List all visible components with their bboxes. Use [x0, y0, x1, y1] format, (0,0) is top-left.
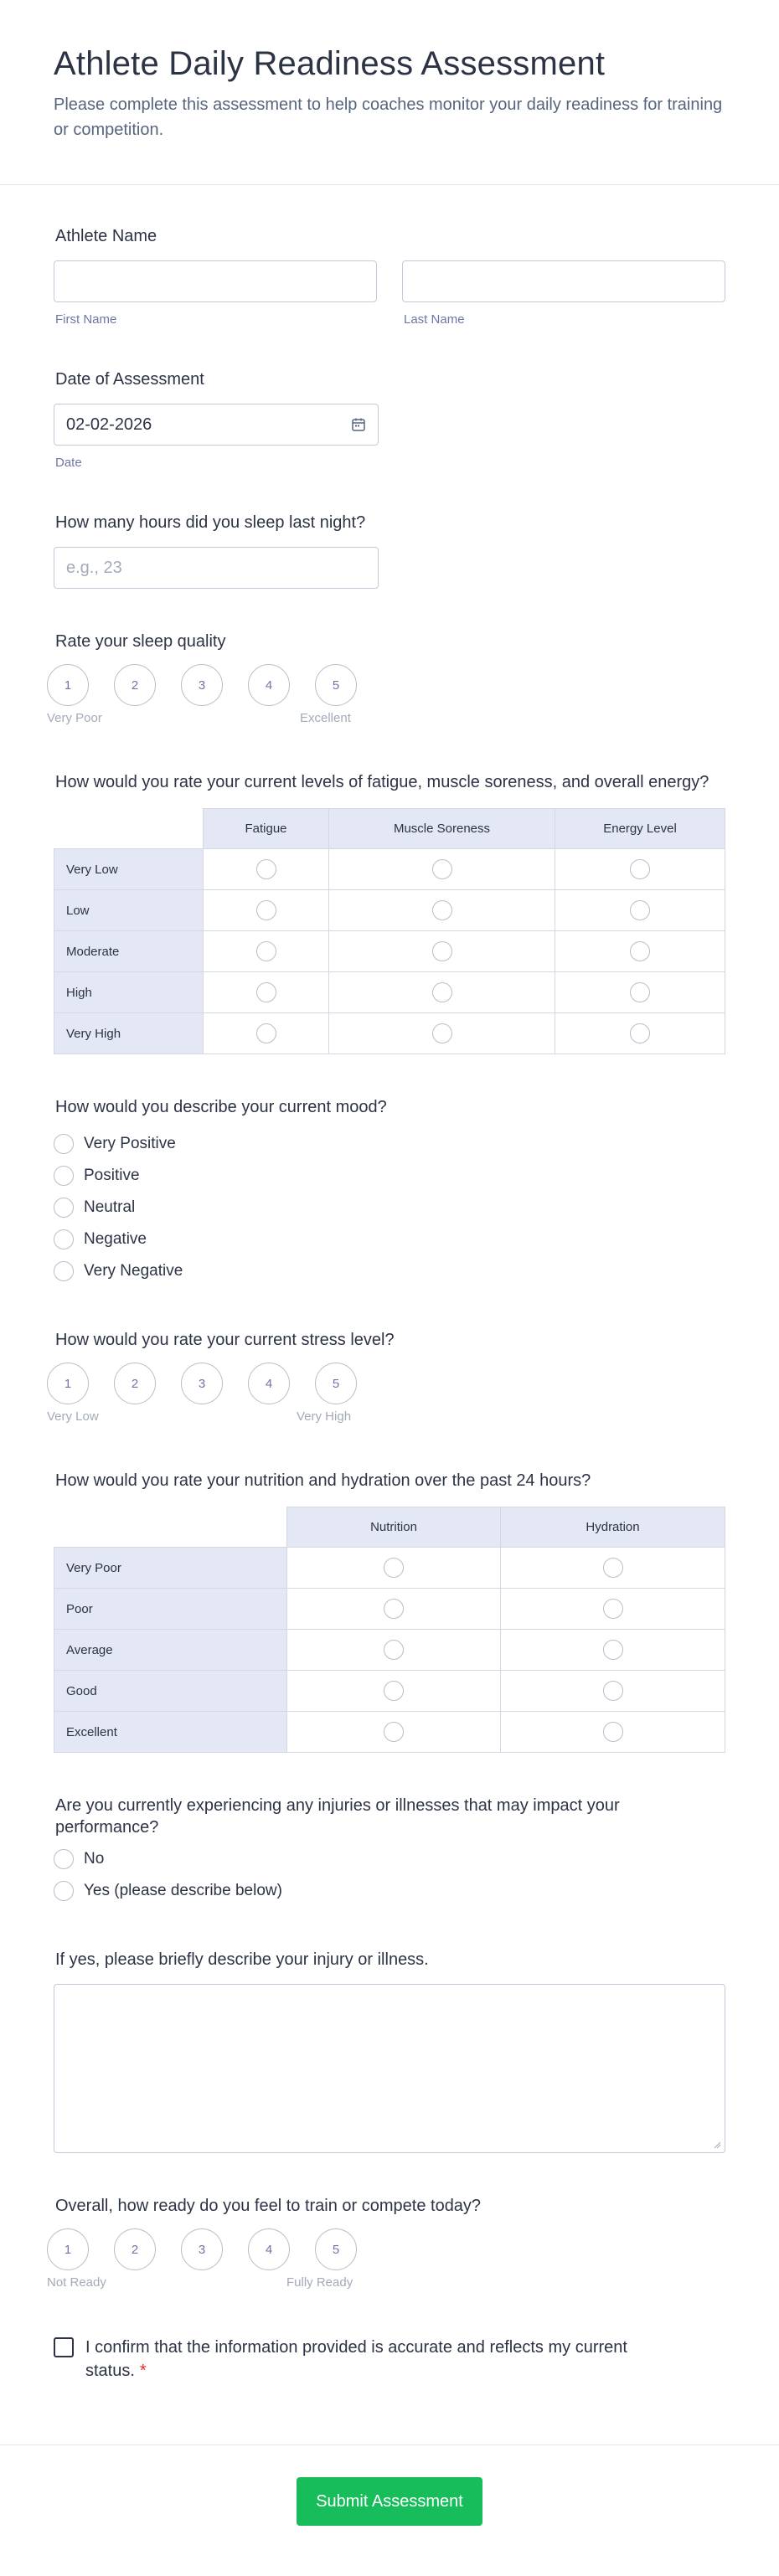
first-name-sublabel: First Name	[55, 312, 117, 327]
matrix-row	[54, 890, 725, 931]
matrix-column-header: Muscle Soreness	[329, 809, 555, 849]
scale-high-label: Fully Ready	[286, 2275, 353, 2290]
radio[interactable]	[54, 1261, 74, 1281]
sleep-quality-scale	[47, 664, 725, 706]
scale-option[interactable]: 2	[114, 2228, 156, 2270]
matrix-radio[interactable]	[256, 1023, 276, 1043]
form-header	[0, 0, 779, 185]
scale-low-label: Very Low	[47, 1409, 99, 1424]
radio[interactable]	[54, 1881, 74, 1901]
matrix-radio[interactable]	[432, 941, 452, 961]
first-name-input[interactable]	[54, 260, 377, 302]
scale-option[interactable]: 1	[47, 664, 89, 706]
matrix-radio[interactable]	[256, 941, 276, 961]
form-title: Athlete Daily Readiness Assessment	[54, 45, 606, 82]
scale-option[interactable]: 4	[248, 1363, 290, 1404]
stress-scale	[47, 1363, 725, 1404]
confirm-section	[54, 2336, 725, 2383]
fatigue-matrix	[54, 808, 725, 1054]
matrix-row-header: Good	[54, 1671, 287, 1712]
mood-option[interactable]: Negative	[54, 1224, 725, 1255]
nutrition-matrix	[54, 1507, 725, 1753]
matrix-row	[54, 1013, 725, 1054]
matrix-row	[54, 849, 725, 890]
mood-option[interactable]: Neutral	[54, 1192, 725, 1224]
injury-option[interactable]: Yes (please describe below)	[54, 1875, 725, 1907]
radio[interactable]	[54, 1229, 74, 1249]
resize-grip-icon[interactable]	[713, 2141, 721, 2149]
stress-label: How would you rate your current stress level?	[55, 1331, 395, 1349]
matrix-row	[54, 1548, 725, 1589]
matrix-row-header: Excellent	[54, 1712, 287, 1753]
scale-option[interactable]: 4	[248, 664, 290, 706]
matrix-radio[interactable]	[630, 941, 650, 961]
matrix-radio[interactable]	[432, 1023, 452, 1043]
matrix-radio[interactable]	[432, 900, 452, 920]
scale-high-label: Very High	[297, 1409, 352, 1424]
sleep-hours-section	[54, 512, 725, 589]
matrix-radio[interactable]	[256, 900, 276, 920]
mood-section	[54, 1096, 725, 1287]
matrix-row-header: Very Low	[54, 849, 204, 890]
readiness-label: Overall, how ready do you feel to train or compete today?	[55, 2197, 482, 2215]
calendar-icon[interactable]	[351, 417, 366, 432]
date-label: Date of Assessment	[55, 370, 204, 389]
fatigue-matrix-section	[54, 771, 725, 1054]
matrix-column-header: Energy Level	[555, 809, 725, 849]
sleep-hours-label: How many hours did you sleep last night?	[55, 513, 366, 532]
last-name-sublabel: Last Name	[404, 312, 465, 327]
matrix-radio[interactable]	[603, 1722, 623, 1742]
injury-desc-textarea[interactable]	[54, 1984, 725, 2153]
scale-option[interactable]: 1	[47, 2228, 89, 2270]
scale-low-label: Not Ready	[47, 2275, 106, 2290]
form-footer	[0, 2445, 779, 2576]
scale-option[interactable]: 3	[181, 664, 223, 706]
sleep-quality-section	[47, 631, 725, 729]
matrix-row-header: Very Poor	[54, 1548, 287, 1589]
matrix-row	[54, 931, 725, 972]
radio[interactable]	[54, 1166, 74, 1186]
form-description: Please complete this assessment to help coaches monitor your daily readiness for training or competition.	[54, 95, 723, 139]
fatigue-matrix-label: How would you rate your current levels of fatigue, muscle soreness, and overall energy?	[55, 773, 709, 791]
scale-low-label: Very Poor	[47, 711, 102, 725]
scale-option[interactable]: 3	[181, 1363, 223, 1404]
scale-option[interactable]: 1	[47, 1363, 89, 1404]
readiness-scale	[47, 2228, 725, 2270]
required-asterisk: *	[139, 2362, 147, 2380]
injury-label: Are you currently experiencing any injuries or illnesses that may impact your performance?	[55, 1796, 620, 1837]
matrix-radio[interactable]	[603, 1681, 623, 1701]
sleep-quality-label: Rate your sleep quality	[55, 632, 226, 651]
scale-option[interactable]: 2	[114, 664, 156, 706]
injury-desc-label: If yes, please briefly describe your injury or illness.	[55, 1950, 429, 1969]
matrix-column-header: Nutrition	[287, 1507, 501, 1548]
matrix-row-header: Poor	[54, 1589, 287, 1630]
matrix-row	[54, 1589, 725, 1630]
date-sublabel: Date	[55, 456, 82, 470]
matrix-row-header: Low	[54, 890, 204, 931]
confirm-text: I confirm that the information provided is accurate and reflects my current status.	[85, 2338, 627, 2380]
matrix-radio[interactable]	[432, 859, 452, 879]
matrix-radio[interactable]	[603, 1640, 623, 1660]
matrix-column-header: Hydration	[501, 1507, 725, 1548]
matrix-row-header: High	[54, 972, 204, 1013]
scale-option[interactable]: 5	[315, 664, 357, 706]
mood-option[interactable]: Positive	[54, 1160, 725, 1192]
matrix-radio[interactable]	[432, 982, 452, 1002]
radio[interactable]	[54, 1198, 74, 1218]
confirm-checkbox[interactable]	[54, 2337, 74, 2357]
matrix-radio[interactable]	[256, 982, 276, 1002]
scale-option[interactable]: 2	[114, 1363, 156, 1404]
matrix-row	[54, 972, 725, 1013]
matrix-radio[interactable]	[384, 1681, 404, 1701]
scale-high-label: Excellent	[300, 711, 351, 725]
injury-desc-section	[54, 1949, 725, 2153]
stress-section	[47, 1329, 725, 1428]
injury-option[interactable]: No	[54, 1843, 725, 1875]
nutrition-matrix-section	[54, 1470, 725, 1753]
matrix-row	[54, 1630, 725, 1671]
matrix-radio[interactable]	[384, 1640, 404, 1660]
last-name-input[interactable]	[402, 260, 725, 302]
radio[interactable]	[54, 1134, 74, 1154]
matrix-radio[interactable]	[603, 1558, 623, 1578]
matrix-radio[interactable]	[384, 1599, 404, 1619]
confirm-checkbox-row[interactable]	[54, 2336, 725, 2383]
scale-option[interactable]: 5	[315, 2228, 357, 2270]
date-value: 02-02-2026	[66, 415, 152, 434]
matrix-radio[interactable]	[630, 982, 650, 1002]
matrix-radio[interactable]	[384, 1722, 404, 1742]
form-body	[0, 185, 779, 2408]
submit-button[interactable]: Submit Assessment	[297, 2477, 482, 2526]
athlete-name-section	[54, 225, 725, 327]
matrix-row-header: Very High	[54, 1013, 204, 1054]
nutrition-matrix-label: How would you rate your nutrition and hydration over the past 24 hours?	[55, 1471, 591, 1490]
athlete-name-label: Athlete Name	[55, 227, 157, 245]
mood-option[interactable]: Very Negative	[54, 1255, 725, 1287]
readiness-section	[47, 2195, 725, 2294]
scale-option[interactable]: 3	[181, 2228, 223, 2270]
sleep-hours-input[interactable]	[54, 547, 379, 589]
matrix-row-header: Average	[54, 1630, 287, 1671]
mood-option[interactable]: Very Positive	[54, 1128, 725, 1160]
matrix-radio[interactable]	[630, 859, 650, 879]
radio[interactable]	[54, 1849, 74, 1869]
matrix-radio[interactable]	[384, 1558, 404, 1578]
scale-option[interactable]: 5	[315, 1363, 357, 1404]
matrix-row	[54, 1671, 725, 1712]
date-section	[54, 368, 725, 470]
matrix-column-header: Fatigue	[204, 809, 329, 849]
scale-option[interactable]: 4	[248, 2228, 290, 2270]
mood-label: How would you describe your current mood?	[55, 1098, 387, 1116]
matrix-radio[interactable]	[603, 1599, 623, 1619]
date-input[interactable]	[54, 404, 379, 446]
matrix-row-header: Moderate	[54, 931, 204, 972]
matrix-radio[interactable]	[630, 900, 650, 920]
matrix-row	[54, 1712, 725, 1753]
matrix-radio[interactable]	[630, 1023, 650, 1043]
matrix-radio[interactable]	[256, 859, 276, 879]
injury-section	[54, 1795, 725, 1907]
